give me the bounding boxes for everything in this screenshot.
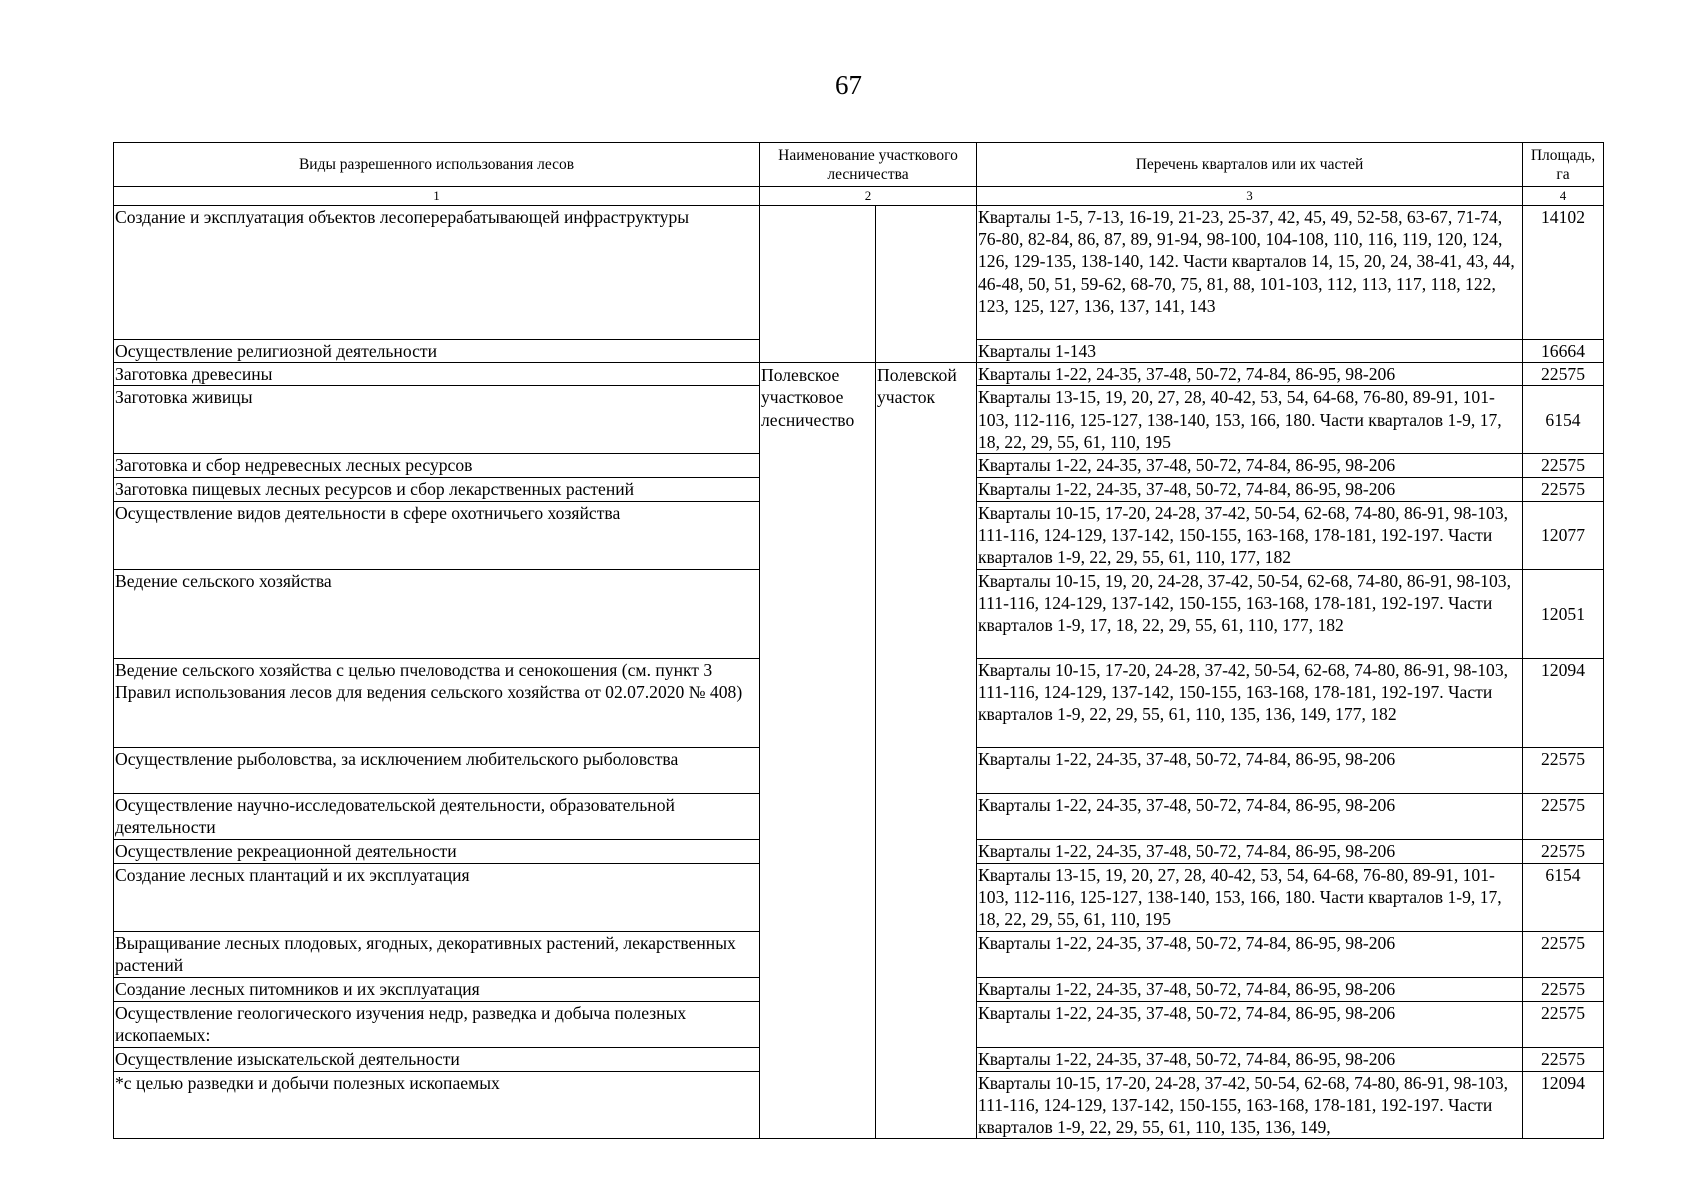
use-type-cell: *с целью разведки и добычи полезных ископаемых	[114, 1071, 760, 1139]
quarters-cell: Кварталы 1-22, 24-35, 37-48, 50-72, 74-84, 86-95, 98-206	[977, 478, 1523, 502]
use-type-cell: Ведение сельского хозяйства	[114, 569, 760, 658]
column-number: 2	[760, 187, 977, 206]
section-name-cell: Полевской участок	[876, 363, 977, 1139]
area-cell: 22575	[1523, 747, 1604, 793]
quarters-cell: Кварталы 10-15, 17-20, 24-28, 37-42, 50-54, 62-68, 74-80, 86-91, 98-103, 111-116, 124-129, 137-142, 150-155, 163-168, 178-181, 192-197. Части кварталов 1-9, 22, 29, 55, 61, 110, 135, 136, 149,	[977, 1071, 1523, 1139]
use-type-cell: Создание лесных питомников и их эксплуатация	[114, 977, 760, 1001]
area-cell: 12051	[1523, 569, 1604, 658]
quarters-cell: Кварталы 10-15, 17-20, 24-28, 37-42, 50-54, 62-68, 74-80, 86-91, 98-103, 111-116, 124-129, 137-142, 150-155, 163-168, 178-181, 192-197. Части кварталов 1-9, 22, 29, 55, 61, 110, 135, 136, 149, 177, 182	[977, 658, 1523, 747]
table-header-row	[114, 143, 1604, 187]
use-type-cell: Заготовка пищевых лесных ресурсов и сбор лекарственных растений	[114, 478, 760, 502]
use-type-cell: Осуществление религиозной деятельности	[114, 340, 760, 363]
use-type-cell: Осуществление рыболовства, за исключением любительского рыболовства	[114, 747, 760, 793]
quarters-cell: Кварталы 1-143	[977, 340, 1523, 363]
column-number: 4	[1523, 187, 1604, 206]
quarters-cell: Кварталы 1-22, 24-35, 37-48, 50-72, 74-84, 86-95, 98-206	[977, 1001, 1523, 1047]
use-type-cell: Осуществление видов деятельности в сфере охотничьего хозяйства	[114, 502, 760, 570]
use-type-cell: Ведение сельского хозяйства с целью пчеловодства и сенокошения (см. пункт 3 Правил использования лесов для ведения сельского хозяйства от 02.07.2020 № 408)	[114, 658, 760, 747]
district-cell-upper	[760, 206, 876, 363]
table-row	[114, 363, 1604, 386]
table-row	[114, 206, 1604, 340]
header-forestry-name: Наименование участкового лесничества	[760, 143, 977, 187]
quarters-cell: Кварталы 10-15, 17-20, 24-28, 37-42, 50-54, 62-68, 74-80, 86-91, 98-103, 111-116, 124-129, 137-142, 150-155, 163-168, 178-181, 192-197. Части кварталов 1-9, 22, 29, 55, 61, 110, 177, 182	[977, 502, 1523, 570]
quarters-cell: Кварталы 1-22, 24-35, 37-48, 50-72, 74-84, 86-95, 98-206	[977, 977, 1523, 1001]
use-type-cell: Осуществление геологического изучения недр, разведка и добыча полезных ископаемых:	[114, 1001, 760, 1047]
quarters-cell: Кварталы 13-15, 19, 20, 27, 28, 40-42, 53, 54, 64-68, 76-80, 89-91, 101-103, 112-116, 125-127, 138-140, 153, 166, 180. Части кварталов 1-9, 17, 18, 22, 29, 55, 61, 110, 195	[977, 863, 1523, 931]
area-cell: 22575	[1523, 977, 1604, 1001]
area-cell: 22575	[1523, 1047, 1604, 1071]
quarters-cell: Кварталы 1-22, 24-35, 37-48, 50-72, 74-84, 86-95, 98-206	[977, 747, 1523, 793]
district-name-cell: Полевское участковое лесничество	[760, 363, 876, 1139]
area-cell: 12094	[1523, 1071, 1604, 1139]
use-type-cell: Осуществление изыскательской деятельности	[114, 1047, 760, 1071]
area-cell: 22575	[1523, 793, 1604, 839]
area-cell: 12077	[1523, 502, 1604, 570]
forest-use-table	[113, 142, 1604, 1139]
use-type-cell: Выращивание лесных плодовых, ягодных, декоративных растений, лекарственных растений	[114, 931, 760, 977]
column-number: 1	[114, 187, 760, 206]
use-type-cell: Создание лесных плантаций и их эксплуатация	[114, 863, 760, 931]
area-cell: 22575	[1523, 478, 1604, 502]
column-number: 3	[977, 187, 1523, 206]
area-cell: 22575	[1523, 363, 1604, 386]
quarters-cell: Кварталы 1-22, 24-35, 37-48, 50-72, 74-84, 86-95, 98-206	[977, 363, 1523, 386]
use-type-cell: Заготовка живицы	[114, 386, 760, 454]
use-type-cell: Заготовка и сбор недревесных лесных ресурсов	[114, 454, 760, 478]
area-cell: 6154	[1523, 863, 1604, 931]
area-cell: 16664	[1523, 340, 1604, 363]
quarters-cell: Кварталы 13-15, 19, 20, 27, 28, 40-42, 53, 54, 64-68, 76-80, 89-91, 101-103, 112-116, 125-127, 138-140, 153, 166, 180. Части кварталов 1-9, 17, 18, 22, 29, 55, 61, 110, 195	[977, 386, 1523, 454]
header-use-type: Виды разрешенного использования лесов	[114, 143, 760, 187]
quarters-cell: Кварталы 10-15, 19, 20, 24-28, 37-42, 50-54, 62-68, 74-80, 86-91, 98-103, 111-116, 124-129, 137-142, 150-155, 163-168, 178-181, 192-197. Части кварталов 1-9, 17, 18, 22, 29, 55, 61, 110, 177, 182	[977, 569, 1523, 658]
use-type-cell: Осуществление научно-исследовательской деятельности, образовательной деятельности	[114, 793, 760, 839]
quarters-cell: Кварталы 1-5, 7-13, 16-19, 21-23, 25-37, 42, 45, 49, 52-58, 63-67, 71-74, 76-80, 82-84, 86, 87, 89, 91-94, 98-100, 104-108, 110, 116, 119, 120, 124, 126, 129-135, 138-140, 142. Части кварталов 14, 15, 20, 24, 38-41, 43, 44, 46-48, 50, 51, 59-62, 68-70, 75, 81, 88, 101-103, 112, 113, 117, 118, 122, 123, 125, 127, 136, 137, 141, 143	[977, 206, 1523, 340]
area-cell: 22575	[1523, 454, 1604, 478]
use-type-cell: Осуществление рекреационной деятельности	[114, 839, 760, 863]
quarters-cell: Кварталы 1-22, 24-35, 37-48, 50-72, 74-84, 86-95, 98-206	[977, 839, 1523, 863]
quarters-cell: Кварталы 1-22, 24-35, 37-48, 50-72, 74-84, 86-95, 98-206	[977, 793, 1523, 839]
area-cell: 6154	[1523, 386, 1604, 454]
area-cell: 22575	[1523, 839, 1604, 863]
page-number: 67	[835, 70, 862, 100]
area-cell: 22575	[1523, 931, 1604, 977]
quarters-cell: Кварталы 1-22, 24-35, 37-48, 50-72, 74-84, 86-95, 98-206	[977, 454, 1523, 478]
area-cell: 22575	[1523, 1001, 1604, 1047]
area-cell: 14102	[1523, 206, 1604, 340]
header-quarters: Перечень кварталов или их частей	[977, 143, 1523, 187]
quarters-cell: Кварталы 1-22, 24-35, 37-48, 50-72, 74-84, 86-95, 98-206	[977, 931, 1523, 977]
use-type-cell: Заготовка древесины	[114, 363, 760, 386]
area-cell: 12094	[1523, 658, 1604, 747]
quarters-cell: Кварталы 1-22, 24-35, 37-48, 50-72, 74-84, 86-95, 98-206	[977, 1047, 1523, 1071]
section-cell-upper	[876, 206, 977, 363]
header-area: Площадь, га	[1523, 143, 1604, 187]
use-type-cell: Создание и эксплуатация объектов лесоперерабатывающей инфраструктуры	[114, 206, 760, 340]
column-number-row	[114, 187, 1604, 206]
